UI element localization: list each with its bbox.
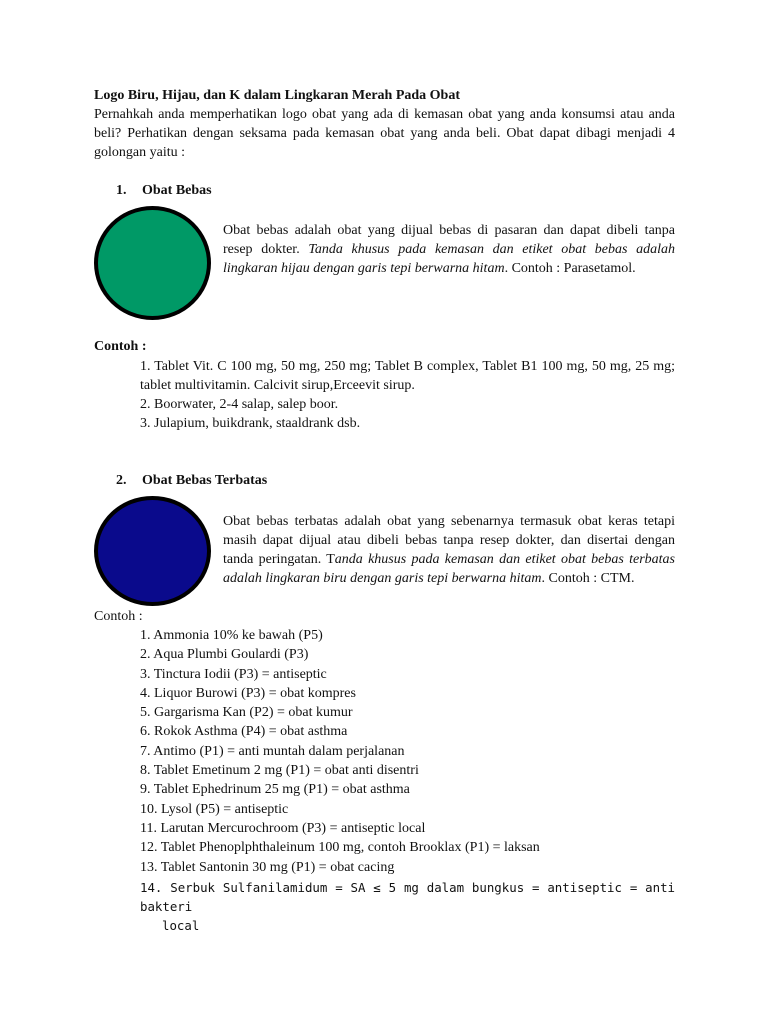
section-number: 2. — [116, 473, 127, 488]
description-text: Obat bebas adalah obat yang dijual bebas di pasaran dan dapat dibeli tanpa resep dokter. — [223, 223, 675, 257]
list-item: 9. Tablet Ephedrinum 25 mg (P1) = obat asthma — [140, 782, 410, 798]
list-item: 6. Rokok Asthma (P4) = obat asthma — [140, 724, 348, 740]
obat-bebas-description — [223, 221, 675, 278]
green-circle-logo-icon — [94, 206, 211, 320]
blue-circle-logo-icon — [94, 496, 211, 606]
list-item: 11. Larutan Mercurochroom (P3) = antiseptic local — [140, 820, 426, 836]
description-italic: anda khusus pada kemasan dan etiket obat bebas terbatas adalah lingkaran biru dengan garis tepi berwarna hitam — [223, 552, 675, 586]
list-item — [140, 878, 675, 935]
section-number: 1. — [116, 183, 127, 198]
list-item: 12. Tablet Phenoplphthaleinum 100 mg, contoh Brooklax (P1) = laksan — [140, 840, 540, 856]
description-tail: . Contoh : Parasetamol. — [504, 261, 636, 276]
list-item: 3. Julapium, buikdrank, staaldrank dsb. — [140, 416, 361, 431]
section-heading-obat-bebas: Obat Bebas — [142, 183, 212, 198]
description-tail: . Contoh : CTM. — [541, 571, 635, 586]
list-item: 4. Liquor Burowi (P3) = obat kompres — [140, 685, 356, 701]
list-item: 7. Antimo (P1) = anti muntah dalam perjalanan — [140, 743, 405, 759]
list-item: 5. Gargarisma Kan (P2) = obat kumur — [140, 705, 353, 721]
section-heading-obat-bebas-terbatas: Obat Bebas Terbatas — [142, 473, 268, 488]
list-item: 1. Tablet Vit. C 100 mg, 50 mg, 250 mg; Tablet B complex, Tablet B1 100 mg, 50 mg, 25 mg; tablet multivitamin. Calcivit sirup,Erceevit sirup. — [140, 359, 675, 394]
obat-bebas-terbatas-list — [140, 626, 540, 877]
list-item-line: local — [162, 918, 200, 933]
list-item: 1. Ammonia 10% ke bawah (P5) — [140, 628, 323, 643]
list-item: 2. Aqua Plumbi Goulardi (P3) — [140, 647, 309, 663]
list-item: 2. Boorwater, 2-4 salap, salep boor. — [140, 397, 339, 412]
description-text: Obat bebas terbatas adalah obat yang sebenarnya termasuk obat keras tetapi masih dapat dijual atau dibeli bebas tanpa resep dokter, dan disertai dengan tanda peringatan. T — [223, 514, 675, 567]
list-item-line: 14. Serbuk Sulfanilamidum = SA ≤ 5 mg dalam bungkus = antiseptic = anti bakteri — [140, 880, 675, 914]
list-item: 3. Tinctura Iodii (P3) = antiseptic — [140, 666, 327, 682]
intro-paragraph: Pernahkah anda memperhatikan logo obat yang ada di kemasan obat yang anda konsumsi atau anda beli? Perhatikan dengan seksama pada kemasan obat yang anda beli. Obat dapat dibagi menjadi 4 golongan yaitu : — [94, 107, 675, 160]
page-title: Logo Biru, Hijau, dan K dalam Lingkaran Merah Pada Obat — [94, 88, 460, 103]
list-item: 10. Lysol (P5) = antiseptic — [140, 801, 289, 817]
contoh-label: Contoh : — [94, 339, 147, 354]
obat-bebas-terbatas-description — [223, 512, 675, 588]
list-item: 8. Tablet Emetinum 2 mg (P1) = obat anti disentri — [140, 763, 419, 779]
description-italic: Tanda khusus pada kemasan dan etiket obat bebas adalah lingkaran hijau dengan garis tepi berwarna hitam — [223, 242, 675, 276]
list-item: 13. Tablet Santonin 30 mg (P1) = obat cacing — [140, 859, 395, 875]
contoh-label: Contoh : — [94, 609, 143, 624]
